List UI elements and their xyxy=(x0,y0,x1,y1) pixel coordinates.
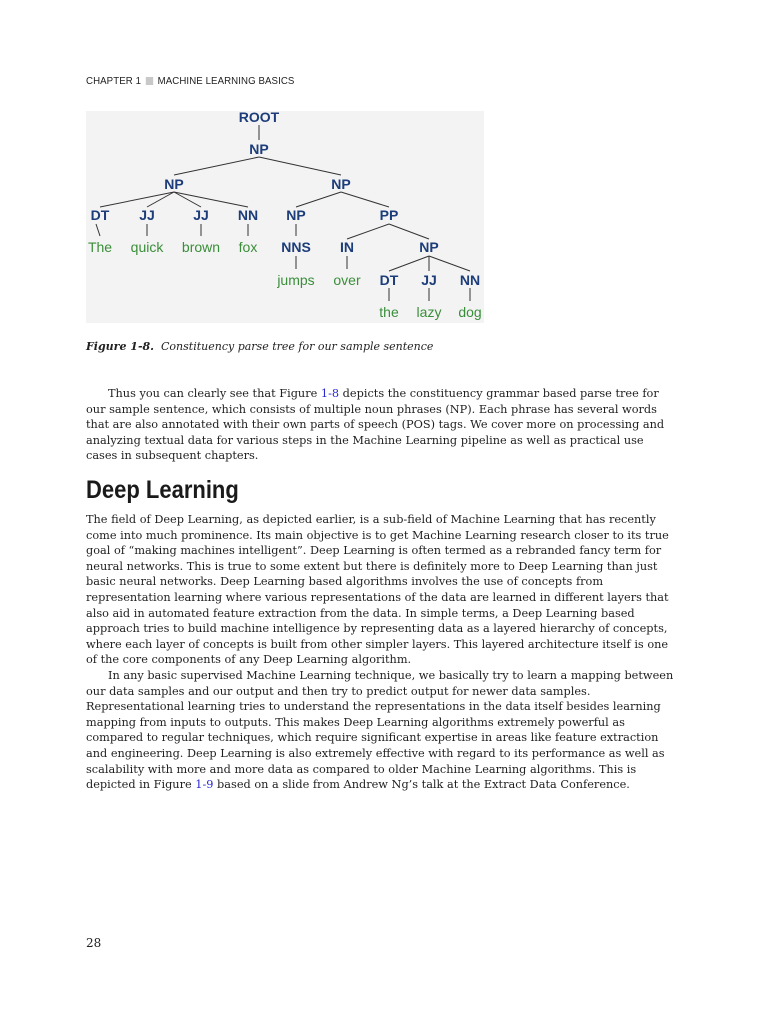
node-jj: JJ xyxy=(421,272,437,288)
edge xyxy=(429,256,470,271)
edge xyxy=(174,157,259,175)
page-number: 28 xyxy=(86,936,102,950)
node-pp: PP xyxy=(379,207,399,223)
parse-tree-svg xyxy=(86,111,484,323)
word-leaf: the xyxy=(379,304,399,320)
word-leaf: lazy xyxy=(416,304,442,320)
paragraph-text: Thus you can clearly see that Figure xyxy=(108,387,321,400)
chapter-title: MACHINE LEARNING BASICS xyxy=(157,75,295,87)
edge xyxy=(389,224,429,239)
section-heading: Deep Learning xyxy=(86,476,239,504)
figure-caption xyxy=(86,340,433,353)
word-leaf: quick xyxy=(130,239,164,255)
edge xyxy=(341,192,389,207)
edge xyxy=(296,192,341,207)
running-header xyxy=(86,75,294,87)
node-jj: JJ xyxy=(139,207,155,223)
node-np: NP xyxy=(164,176,184,192)
node-np: NP xyxy=(331,176,351,192)
figure-link[interactable]: 1-8 xyxy=(320,387,340,400)
word-leaf: fox xyxy=(238,239,258,255)
figure-caption-text: Constituency parse tree for our sample sentence xyxy=(161,340,434,353)
node-dt: DT xyxy=(379,272,399,288)
edge xyxy=(174,192,248,207)
edge xyxy=(259,157,341,175)
node-jj: JJ xyxy=(193,207,209,223)
paragraph-deep-learning-1: The field of Deep Learning, as depicted earlier, is a sub-field of Machine Learning that has recently come into much prominence. Its main objective is to get Machine Learning research closer to its true goal of “making machines intelligent”. Deep Learning is often termed as a rebranded fancy term for neural networks. This is true to some extent but there is definitely more to Deep Learning than just basic neural networks. Deep Learning based algorithms involves the use of concepts from representation learning where various representations of the data are learned in different layers that also aid in automated feature extraction from the data. In simple terms, a Deep Learning based approach tries to build machine intelligence by representing data as a layered hierarchy of concepts, where each layer of concepts is built from other simpler layers. This layered architecture itself is one of the core components of any Deep Learning algorithm. xyxy=(86,513,669,667)
chapter-number: CHAPTER 1 xyxy=(86,75,142,87)
header-separator-square xyxy=(146,77,153,85)
paragraph-deep-learning-2 xyxy=(86,668,676,793)
parse-tree-figure xyxy=(86,111,484,323)
node-root: ROOT xyxy=(238,111,280,125)
word-leaf: jumps xyxy=(277,272,315,288)
word-leaf: brown xyxy=(181,239,221,255)
node-np: NP xyxy=(249,141,269,157)
edge xyxy=(347,224,389,239)
edge xyxy=(389,256,429,271)
paragraph-text: depicts the constituency grammar based parse tree for our sample sentence, which consists of multiple noun phrases (NP). Each phrase has several words that are also annotated with their own parts of speech (POS) tags. We cover more on processing and analyzing textual data for various steps in the Machine Learning pipeline as well as practical use cases in subsequent chapters. xyxy=(86,387,665,463)
node-nn: NN xyxy=(459,272,481,288)
node-dt: DT xyxy=(90,207,110,223)
word-leaf: over xyxy=(333,272,361,288)
node-np: NP xyxy=(419,239,439,255)
word-leaf: dog xyxy=(458,304,482,320)
figure-label: Figure 1-8. xyxy=(86,340,155,353)
node-nns: NNS xyxy=(281,239,311,255)
node-in: IN xyxy=(340,239,354,255)
paragraph-text: In any basic supervised Machine Learning technique, we basically try to learn a mapping between our data samples and our output and then try to predict output for newer data samples. Representational learning tries to understand the representations in the data itself besides learning mapping from inputs to outputs. This makes Deep Learning algorithms extremely powerful as compared to regular techniques, which require significant expertise in areas like feature extraction and engineering. Deep Learning is also extremely effective with regard to its performance as well as scalability with more and more data as compared to older Machine Learning algorithms. This is depicted in Figure xyxy=(86,669,674,792)
node-np: NP xyxy=(286,207,306,223)
paragraph-intro xyxy=(86,386,676,464)
edge xyxy=(96,224,100,236)
figure-link[interactable]: 1-9 xyxy=(195,778,214,792)
word-leaf: The xyxy=(87,239,113,255)
node-nn: NN xyxy=(237,207,259,223)
paragraph-text: based on a slide from Andrew Ng’s talk at the Extract Data Conference. xyxy=(213,778,630,792)
edge xyxy=(100,192,174,207)
